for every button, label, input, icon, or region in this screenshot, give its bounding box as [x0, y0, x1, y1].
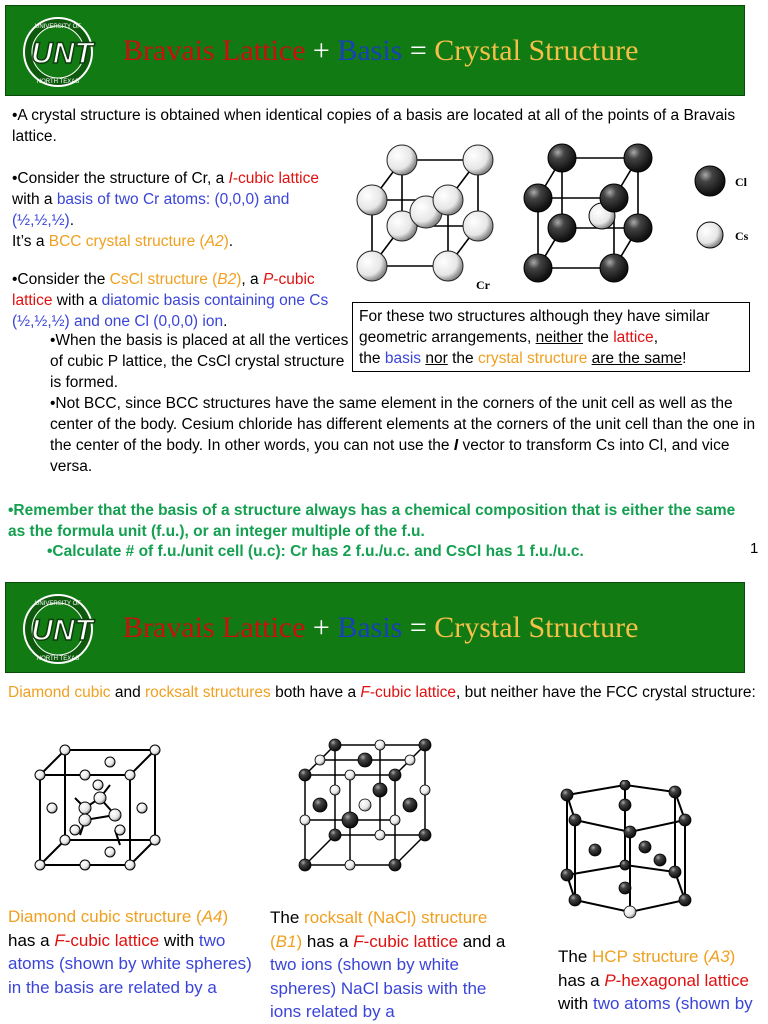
- intro-text: •A crystal structure is obtained when identical copies of a basis are located at all of the points of a Bravais lattice.: [12, 107, 736, 145]
- cscl-figure: [520, 138, 760, 296]
- slide2-title: Bravais Lattice + Basis = Crystal Structure: [123, 611, 639, 644]
- cr-paragraph: •Consider the structure of Cr, a I-cubic lattice with a basis of two Cr atoms: (0,0,0) and (½,½,½). It’s a BCC crystal structure (A2).: [12, 170, 319, 250]
- unt-logo-2: [18, 591, 110, 666]
- slide1-banner: [5, 5, 745, 96]
- svg-text:UNIVERSITY OF: UNIVERSITY OF: [35, 601, 81, 607]
- bullet-placed: •When the basis is placed at all the vertices of cubic P lattice, the CsCl crystal structure is formed.: [50, 332, 349, 391]
- comparison-box: For these two structures although they have similar geometric arrangements, neither the lattice, the basis nor the crystal structure are the same!: [352, 302, 750, 372]
- cs-legend-label: Cs: [735, 229, 749, 243]
- svg-text:NORTH TEXAS: NORTH TEXAS: [36, 79, 80, 85]
- slide1-title: Bravais Lattice + Basis = Crystal Structure: [123, 34, 639, 67]
- hcp-figure: [555, 780, 705, 930]
- hcp-caption: The HCP structure (A3) has a P-hexagonal lattice with two atoms (shown by: [558, 947, 753, 1013]
- svg-text:UNT: UNT: [31, 614, 93, 647]
- diamond-caption: Diamond cubic structure (A4) has a F-cubic lattice with two atoms (shown by white spheres) in the basis are related by a: [8, 907, 252, 997]
- bullet-not-bcc: •Not BCC, since BCC structures have the same element in the corners of the unit cell as well as the center of the body. Cesium chloride has different elements at the corners of the unit cell than the one in the center of the body. In other words, you can not use the I vector to transform Cs into Cl, and vice versa.: [50, 395, 756, 475]
- slide2-banner: [5, 582, 745, 673]
- calculate-note: •Calculate # of f.u./unit cell (u.c): Cr has 2 f.u./u.c. and CsCl has 1 f.u./u.c.: [47, 543, 584, 560]
- cl-legend-label: Cl: [735, 175, 747, 189]
- slide2-intro: Diamond cubic and rocksalt structures both have a F-cubic lattice, but neither have the FCC crystal structure:: [8, 684, 756, 701]
- rocksalt-caption: The rocksalt (NaCl) structure (B1) has a F-cubic lattice and a two ions (shown by white spheres) NaCl basis with the ions related by a: [270, 908, 506, 1021]
- rocksalt-figure: [290, 735, 440, 885]
- page-number: 1: [750, 540, 759, 557]
- svg-text:NORTH TEXAS: NORTH TEXAS: [36, 656, 80, 662]
- unt-logo: [18, 14, 110, 89]
- cr-label: Cr: [476, 278, 490, 292]
- cscl-paragraph: •Consider the CsCl structure (B2), a P-cubic lattice with a diatomic basis containing one Cs (½,½,½) and one Cl (0,0,0) ion.: [12, 271, 329, 330]
- svg-text:UNT: UNT: [31, 37, 93, 70]
- diamond-cubic-figure: [20, 740, 170, 890]
- cr-bcc-figure: [350, 138, 510, 293]
- remember-note: •Remember that the basis of a structure always has a chemical composition that is either the same as the formula unit (f.u.), or an integer multiple of the f.u.: [8, 502, 736, 540]
- svg-text:UNIVERSITY OF: UNIVERSITY OF: [35, 24, 81, 30]
